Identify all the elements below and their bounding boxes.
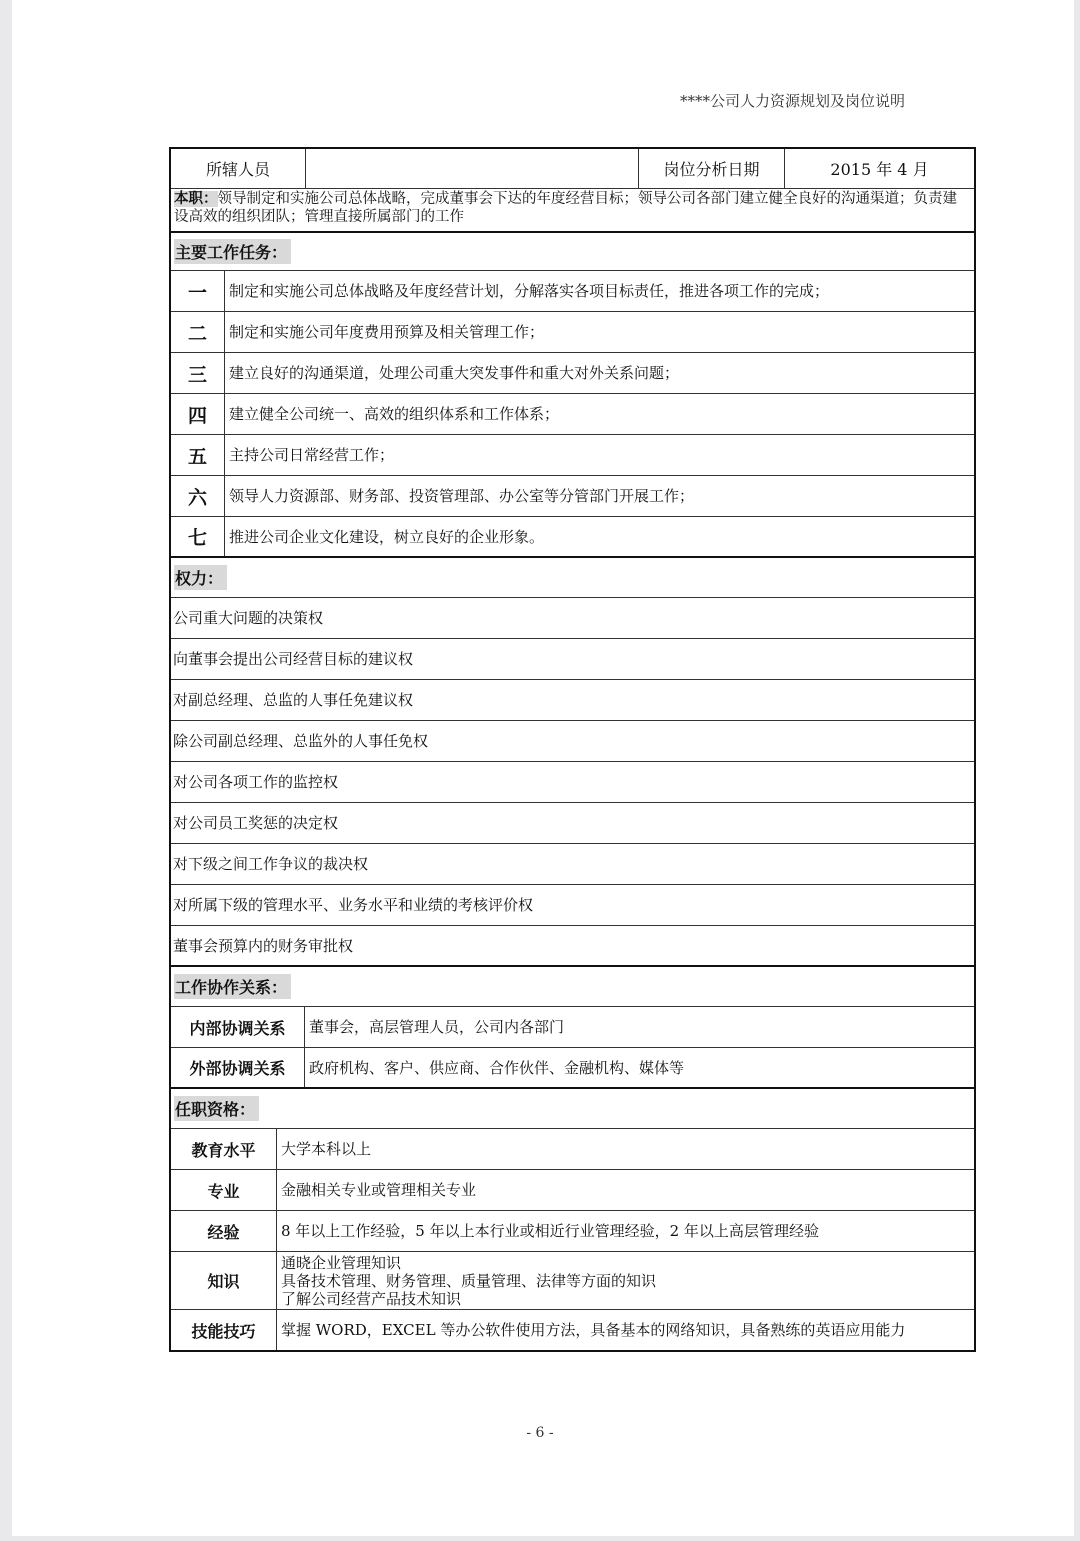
task-number: 一 [187,281,207,304]
task-number: 三 [187,363,207,386]
knowledge-line: 具备技术管理、财务管理、质量管理、法律等方面的知识 [281,1271,657,1290]
education-row [171,1129,974,1170]
power-item: 除公司副总经理、总监外的人事任免权 [173,732,429,750]
staff-date-row [171,149,974,189]
knowledge-line: 了解公司经营产品技术知识 [281,1289,462,1308]
skills-value: 掌握 WORD，EXCEL 等办公软件使用方法，具备基本的网络知识，具备熟练的英语应用能力 [276,1310,974,1350]
task-text: 建立健全公司统一、高效的组织体系和工作体系； [224,394,974,434]
power-row [171,885,974,926]
page-number: - 6 - [526,1425,554,1441]
power-item: 公司重大问题的决策权 [173,609,324,627]
duty-label: 本职： [174,191,218,207]
qualifications-title-row [171,1089,974,1129]
major-label: 专业 [207,1181,240,1201]
task-text: 制定和实施公司总体战略及年度经营计划，分解落实各项目标责任，推进各项工作的完成； [224,271,974,311]
power-item: 对公司各项工作的监控权 [173,773,339,791]
internal-relation-value: 董事会，高层管理人员，公司内各部门 [304,1007,974,1047]
relations-title-row [171,967,974,1007]
task-number: 五 [187,445,207,468]
date-label: 岗位分析日期 [638,149,784,188]
task-number: 六 [187,486,207,509]
power-item: 对下级之间工作争议的裁决权 [173,855,369,873]
internal-relation-label: 内部协调关系 [189,1018,286,1038]
internal-relation-row [171,1007,974,1048]
experience-label: 经验 [207,1222,240,1242]
task-row [171,312,974,353]
staff-label: 所辖人员 [205,160,270,179]
power-item: 董事会预算内的财务审批权 [173,936,354,955]
task-text: 主持公司日常经营工作； [224,435,974,475]
task-text: 建立良好的沟通渠道，处理公司重大突发事件和重大对外关系问题； [224,353,974,393]
skills-label: 技能技巧 [191,1321,256,1341]
tasks-title: 主要工作任务： [171,233,291,270]
knowledge-values [276,1252,974,1309]
power-row [171,844,974,885]
duty-block [171,189,974,231]
power-row [171,598,974,639]
power-item: 对副总经理、总监的人事任免建议权 [173,691,414,709]
education-value: 大学本科以上 [276,1129,974,1169]
task-row [171,517,974,558]
power-item: 对所属下级的管理水平、业务水平和业绩的考核评价权 [173,896,534,914]
power-row [171,721,974,762]
experience-row [171,1211,974,1252]
power-row [171,926,974,967]
power-row [171,803,974,844]
knowledge-row [171,1252,974,1310]
task-text: 制定和实施公司年度费用预算及相关管理工作； [224,312,974,352]
major-value: 金融相关专业或管理相关专业 [276,1170,974,1210]
external-relation-value: 政府机构、客户、供应商、合作伙伴、金融机构、媒体等 [304,1048,974,1087]
job-description-table [169,147,976,1352]
task-number: 七 [187,527,207,549]
staff-value [305,149,638,188]
external-relation-row [171,1048,974,1089]
powers-title-row [171,558,974,598]
knowledge-line: 通晓企业管理知识 [281,1253,402,1272]
task-row [171,435,974,476]
task-row [171,394,974,435]
header-title: ****公司人力资源规划及岗位说明 [680,92,906,110]
task-row [171,271,974,312]
task-row [171,353,974,394]
relations-title: 工作协作关系： [171,967,291,1006]
experience-value: 8 年以上工作经验，5 年以上本行业或相近行业管理经验，2 年以上高层管理经验 [276,1211,974,1251]
task-number: 二 [187,322,207,345]
knowledge-label: 知识 [207,1272,240,1291]
major-row [171,1170,974,1211]
qualifications-title: 任职资格： [171,1089,259,1128]
duty-row [171,189,974,233]
task-text: 领导人力资源部、财务部、投资管理部、办公室等分管部门开展工作； [224,476,974,516]
power-item: 对公司员工奖惩的决定权 [173,814,339,832]
external-relation-label: 外部协调关系 [189,1059,286,1078]
skills-row [171,1310,974,1350]
date-value: 2015 年 4 月 [784,149,974,188]
power-item: 向董事会提出公司经营目标的建议权 [173,650,414,668]
powers-title: 权力： [171,558,227,597]
task-number: 四 [187,404,207,427]
power-row [171,680,974,721]
power-row [171,762,974,803]
duty-text: 领导制定和实施公司总体战略，完成董事会下达的年度经营目标；领导公司各部门建立健全良好的沟通渠道；负责建设高效的组织团队；管理直接所属部门的工作 [174,191,957,225]
education-label: 教育水平 [191,1140,256,1160]
power-row [171,639,974,680]
task-row [171,476,974,517]
task-text: 推进公司企业文化建设，树立良好的企业形象。 [224,517,974,556]
tasks-title-row [171,233,974,271]
